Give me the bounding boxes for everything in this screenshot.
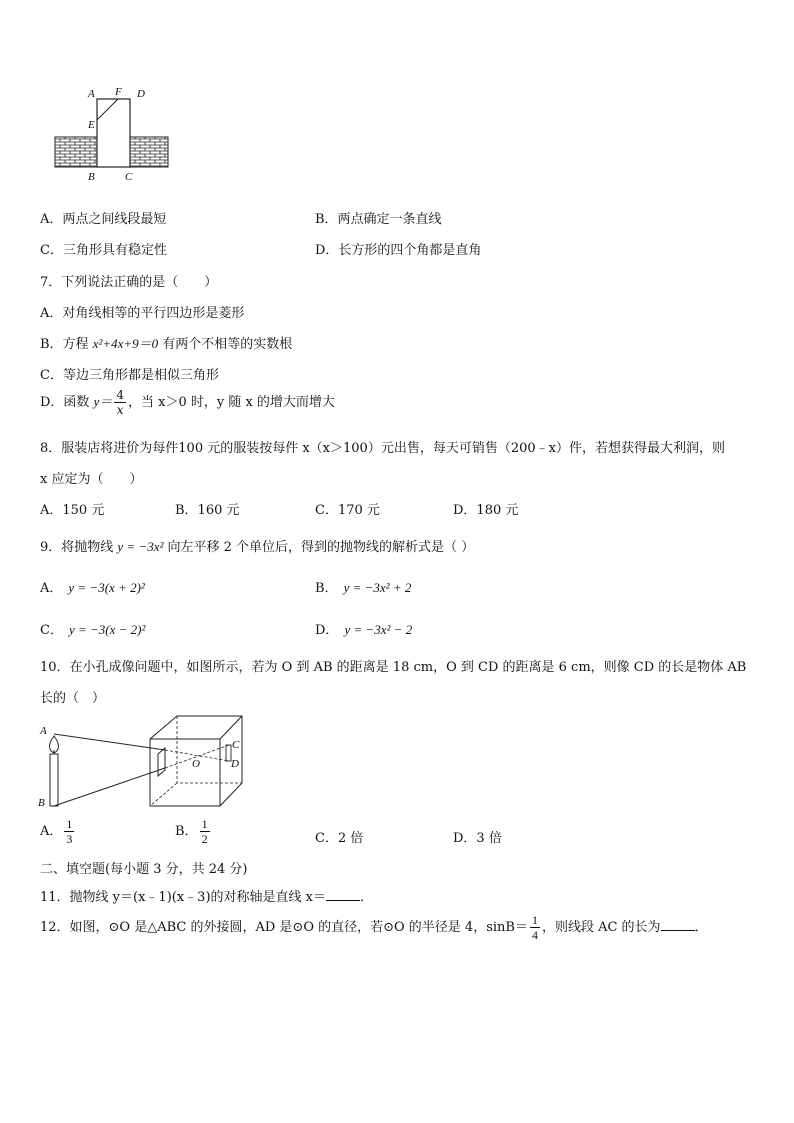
q8-option-b: B．160 元: [175, 503, 240, 518]
q10-option-a: [40, 817, 76, 846]
q8-line2: x 应定为（ ）: [40, 472, 143, 487]
q9-c-equation: y = −3(x − 2)²: [68, 622, 146, 637]
q11-text: 11．抛物线 y＝(x﹣1)(x﹣3)的对称轴是直线 x＝: [40, 890, 326, 905]
label-B: B: [88, 171, 95, 183]
q9-d-label: D．: [315, 623, 339, 638]
section-heading: 二、填空题(每小题 3 分，共 24 分): [40, 862, 248, 877]
q7-d-fraction: [114, 388, 126, 417]
q10-a-label: A．: [40, 824, 63, 839]
label-D: D: [231, 758, 239, 770]
q9-b-label: B．: [315, 581, 338, 596]
q9-a-equation: y = −3(x + 2)²: [68, 580, 145, 595]
label-F: F: [115, 86, 122, 98]
q9-c-label: C．: [40, 623, 63, 638]
q7-option-c: C．等边三角形都是相似三角形: [40, 368, 219, 383]
q10-a-denominator: 3: [66, 832, 73, 846]
q7-d-numerator: 4: [116, 388, 124, 402]
q12-answer-blank[interactable]: [661, 920, 695, 931]
label-A: A: [88, 88, 95, 100]
q8-option-d: D．180 元: [453, 503, 519, 518]
q12-end: ．: [694, 920, 708, 935]
q12-prefix: 12．如图，⊙O 是△ABC 的外接圆，AD 是⊙O 的直径，若⊙O 的半径是 4，sinB＝: [40, 920, 528, 935]
q12-numerator: 1: [531, 913, 538, 927]
ray-top: [54, 734, 165, 750]
q10-line1: 10．在小孔成像问题中，如图所示，若为 O 到 AB 的距离是 18 cm，O 到 CD 的距离是 6 cm，则像 CD 的长是物体 AB: [40, 660, 747, 675]
q10-line2: 长的（ ）: [40, 691, 106, 706]
q7-b-equation: x²+4x+9＝0: [92, 336, 159, 351]
q9-option-b: [315, 577, 411, 596]
q10-option-d: D．3 倍: [453, 831, 502, 846]
q9-stem-prefix: 9．将抛物线: [40, 540, 118, 555]
q6-option-c: C．三角形具有稳定性: [40, 243, 167, 258]
door-brace-figure: [50, 82, 175, 184]
q9-b-equation: y = −3x² + 2: [343, 580, 412, 595]
left-brick-wall: [55, 137, 97, 167]
q10-b-fraction: [200, 817, 210, 846]
pinhole-plate: [158, 748, 165, 776]
q6-option-a: A．两点之间线段最短: [40, 212, 167, 227]
q6-option-b: B．两点确定一条直线: [315, 212, 442, 227]
label-C: C: [232, 739, 240, 751]
q7-b-prefix: B．方程: [40, 337, 93, 352]
q8-option-c: C．170 元: [315, 503, 380, 518]
q7-option-d: [40, 388, 335, 417]
q9-d-equation: y = −3x² − 2: [344, 622, 413, 637]
q10-option-b: [175, 817, 212, 846]
q7-d-suffix: ，当 x＞0 时，y 随 x 的增大而增大: [127, 395, 335, 410]
q7-d-y: y＝: [93, 394, 113, 409]
q10-a-numerator: 1: [66, 817, 73, 831]
q11-end: ．: [359, 890, 373, 905]
q6-option-d: D．长方形的四个角都是直角: [315, 243, 482, 258]
q10-b-denominator: 2: [201, 832, 208, 846]
label-B: B: [38, 797, 45, 809]
q7-b-suffix: 有两个不相等的实数根: [158, 337, 293, 352]
q10-b-label: B．: [175, 824, 198, 839]
q10-a-fraction: [64, 817, 74, 846]
q8-line1: 8．服装店将进价为每件100 元的服装按每件 x（x＞100）元出售，每天可销售（200﹣x）件，若想获得最大利润，则: [40, 441, 725, 456]
q7-stem: 7．下列说法正确的是（ ）: [40, 275, 218, 290]
q9-stem: [40, 536, 474, 555]
label-E: E: [88, 119, 95, 131]
ray-bottom: [54, 768, 165, 806]
q9-stem-equation: y = −3x²: [117, 539, 164, 554]
q8-option-a: A．150 元: [40, 503, 105, 518]
q9-a-label: A．: [40, 581, 63, 596]
door-frame: [97, 99, 130, 167]
candle-body: [50, 754, 58, 806]
q12: [40, 913, 708, 942]
label-D: D: [137, 88, 145, 100]
label-C: C: [125, 171, 133, 183]
q11-answer-blank[interactable]: [326, 890, 360, 901]
right-brick-wall: [130, 137, 168, 167]
q12-suffix: ，则线段 AC 的长为: [541, 920, 661, 935]
q12-denominator: 4: [531, 928, 538, 942]
q11: [40, 886, 373, 905]
q12-fraction: [530, 913, 540, 942]
pinhole-camera-figure: [36, 712, 248, 812]
q7-option-b: [40, 333, 292, 352]
q9-option-a: [40, 577, 145, 596]
q7-d-prefix: D．函数: [40, 395, 94, 410]
q9-option-d: [315, 619, 412, 638]
q7-option-a: A．对角线相等的平行四边形是菱形: [40, 306, 245, 321]
label-O: O: [192, 758, 200, 770]
q9-stem-suffix: 向左平移 2 个单位后，得到的抛物线的解析式是（ ）: [163, 540, 475, 555]
q10-b-numerator: 1: [201, 817, 208, 831]
q10-option-c: C．2 倍: [315, 831, 364, 846]
q9-option-c: [40, 619, 145, 638]
label-A: A: [40, 725, 47, 737]
q7-d-denominator: x: [116, 403, 124, 417]
